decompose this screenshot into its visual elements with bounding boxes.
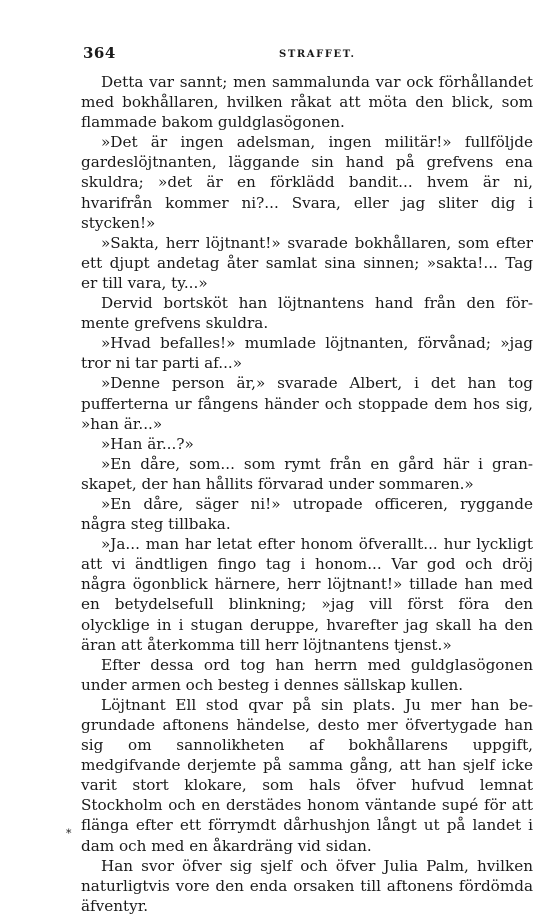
running-head <box>81 44 533 72</box>
paragraph: »Det är ingen adelsman, ingen militär!» fullföljde gardeslöjtnanten, läggande sin hand på grefvens ena skuldra; »det är en förklädd bandit... hvem är ni, hvarifrån kommer ni?... Svara, eller jag sliter dig i stycken!» <box>81 133 533 232</box>
paragraph: »En dåre, säger ni!» utropade officeren, ryggande några steg tillbaka. <box>81 494 533 534</box>
paragraph: »Ja... man har letat efter honom öfverallt... hur lyckligt att vi ändtligen fingo tag i honom... Var god och dröj några ögonblick härnere, herr löjtnant!» tillade han med en betydelsefull blinkning; »jag vill först föra den olycklige in i stugan deruppe, hvarefter jag skall ha den äran att återkomma till herr löjtnantens tjenst.» <box>81 535 533 654</box>
page-number: 364 <box>83 44 116 62</box>
book-page <box>81 44 533 916</box>
body-text <box>81 72 533 916</box>
paragraph: »Han är...?» <box>101 434 194 453</box>
paragraph: »Denne person är,» svarade Albert, i det han tog pufferterna ur fångens händer och stoppade dem hos sig, »han är...» <box>81 374 533 433</box>
paragraph: Löjtnant Ell stod qvar på sin plats. Ju mer han begrundade aftonens händelse, desto mer öfvertygade han sig om sannolikheten af bokhållarens uppgift, medgifvande derjemte på samma gång, att han sjelf icke varit stort klokare, som hals öfver hufvud lemnat Stockholm och en derstädes honom väntande supé för att flänga efter ett förrymdt dårhushjon långt ut på landet i dam och med en åkardräng vid sidan. <box>81 695 533 855</box>
paragraph: »En dåre, som... som rymt från en gård här i granskapet, der han hållits förvarad under sommaren.» <box>81 454 533 493</box>
paragraph: Dervid bortsköt han löjtnantens hand från den förmente grefvens skuldra. <box>81 294 533 333</box>
running-title: STRAFFET. <box>279 49 356 60</box>
margin-mark: * <box>66 827 72 840</box>
paragraph: »Hvad befalles!» mumlade löjtnanten, förvånad; »jag tror ni tar parti af...» <box>81 334 533 373</box>
paragraph: Efter dessa ord tog han herrn med guldglasögonen under armen och besteg i dennes sällskap kullen. <box>81 655 533 694</box>
paragraph: »Sakta, herr löjtnant!» svarade bokhållaren, som efter ett djupt andetag åter samlat sina sinnen; »sakta!... Tag er till vara, ty...» <box>81 233 533 292</box>
paragraph: Han svor öfver sig sjelf och öfver Julia Palm, hvilken naturligtvis vore den enda orsaken till aftonens fördömda äfventyr. <box>81 856 533 915</box>
paragraph: Detta var sannt; men sammalunda var ock förhållandet med bokhållaren, hvilken råkat att möta den blick, som flammade bakom guldglasögonen. <box>81 73 533 132</box>
